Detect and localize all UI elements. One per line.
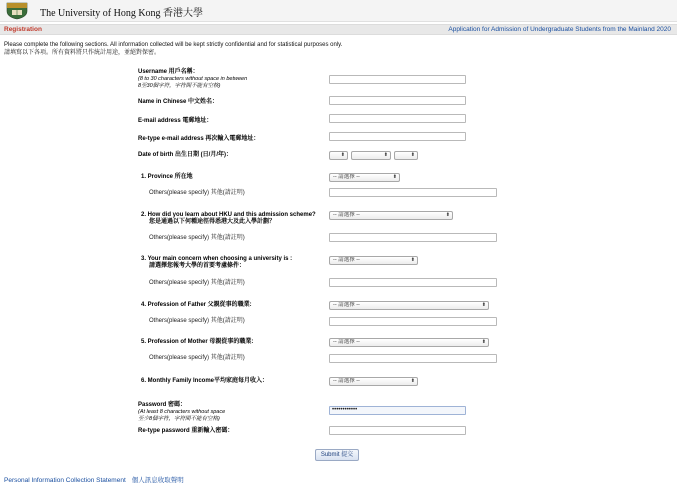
password-retype-label — [138, 428, 233, 435]
mother-profession-select-value: -- 請選擇 -- — [333, 339, 360, 345]
father-profession-select[interactable] — [329, 301, 489, 310]
main-concern-select[interactable] — [329, 256, 418, 265]
chinese-name-label-text: Name in Chinese 中文姓名： — [138, 99, 219, 105]
chevron-updown-icon: ⬍ — [410, 257, 415, 263]
chevron-updown-icon: ⬍ — [445, 212, 450, 218]
email-retype-input[interactable] — [329, 132, 466, 141]
username-hint-zh: 8至30個字符，字符間不能有空格) — [138, 83, 221, 89]
dob-year-select[interactable] — [394, 151, 418, 160]
q5-other-input[interactable] — [329, 354, 497, 363]
family-income-select[interactable] — [329, 377, 418, 386]
province-select-value: -- 請選擇 -- — [333, 174, 360, 180]
q6-label: 6. Monthly Family Income平均家庭每月收入： — [141, 378, 269, 384]
q5-other-label: Others(please specify) 其他(請註明) — [149, 355, 245, 361]
privacy-statement-link[interactable] — [4, 475, 184, 484]
dob-day-select[interactable] — [329, 151, 348, 160]
dob-month-select[interactable] — [351, 151, 391, 160]
chinese-name-label — [138, 99, 218, 106]
password-hint-zh: 至少8個字符，字符間不能有空格) — [138, 416, 220, 422]
chevron-updown-icon: ⬍ — [481, 302, 486, 308]
q3-label-zh: 請選擇您報考大學的首要考慮條件： — [149, 263, 246, 269]
intro-line-en: Please complete the following sections. All information collected will be kept strictly confidential and for statistical purposes only. — [4, 42, 343, 48]
chevron-updown-icon: ⬍ — [383, 152, 388, 158]
chevron-updown-icon: ⬍ — [340, 152, 345, 158]
q3-other-input[interactable] — [329, 278, 497, 287]
password-label-text: Password 密碼： — [138, 402, 187, 408]
chevron-updown-icon: ⬍ — [410, 152, 415, 158]
intro-line-zh: 請填寫以下各項。所有資料將只作統計用途，並絕對保密。 — [4, 49, 161, 56]
q4-label: 4. Profession of Father 父親從事的職業: — [141, 302, 252, 308]
q1-label: 1. Province 所在地 — [141, 174, 193, 180]
q1-other-label: Others(please specify) 其他(請註明) — [149, 190, 245, 196]
username-label — [138, 69, 247, 90]
registration-label: Registration — [4, 26, 42, 33]
submit-button[interactable]: Submit 提交 — [315, 449, 359, 461]
q1-other-input[interactable] — [329, 188, 497, 197]
q3-label-en: 3. Your main concern when choosing a university is : — [141, 256, 293, 262]
intro-text — [4, 42, 342, 57]
password-retype-input[interactable] — [329, 426, 466, 435]
privacy-statement-zh[interactable]: 個人訊息收取聲明 — [131, 477, 184, 484]
username-hint-en: (8 to 30 characters without space in between — [138, 76, 248, 82]
password-retype-label-text: Re-type password 重新輸入密碼： — [138, 428, 234, 434]
password-label — [138, 402, 225, 423]
chinese-name-input[interactable] — [329, 96, 466, 105]
chevron-updown-icon: ⬍ — [392, 174, 397, 180]
header — [0, 0, 677, 22]
q3-other-label: Others(please specify) 其他(請註明) — [149, 280, 245, 286]
password-value: •••••••••••• — [332, 407, 358, 413]
email-retype-label-text: Re-type e-mail address 再次輸入電郵地址： — [138, 136, 260, 142]
dob-label — [138, 152, 232, 159]
q2-label — [141, 212, 316, 226]
q2-other-label: Others(please specify) 其他(請註明) — [149, 235, 245, 241]
password-input[interactable] — [329, 406, 466, 415]
learn-about-select-value: -- 請選擇 -- — [333, 212, 360, 218]
q2-label-en: 2. How did you learn about HKU and this admission scheme? — [141, 212, 316, 218]
university-name: The University of Hong Kong 香港大學 — [40, 8, 204, 19]
chevron-updown-icon: ⬍ — [481, 339, 486, 345]
family-income-select-value: -- 請選擇 -- — [333, 378, 360, 384]
q4-other-label: Others(please specify) 其他(請註明) — [149, 318, 245, 324]
q2-other-input[interactable] — [329, 233, 497, 242]
email-label — [138, 118, 212, 125]
email-retype-label — [138, 136, 259, 143]
password-hint-en: (At least 8 characters without space — [138, 409, 226, 415]
section-bar — [0, 24, 677, 35]
father-profession-select-value: -- 請選擇 -- — [333, 302, 360, 308]
chevron-updown-icon: ⬍ — [410, 378, 415, 384]
hku-crest-icon — [4, 2, 30, 20]
q3-label — [141, 256, 292, 270]
privacy-statement-en[interactable]: Personal Information Collection Statement — [4, 477, 126, 484]
q4-other-input[interactable] — [329, 317, 497, 326]
learn-about-select[interactable] — [329, 211, 453, 220]
username-label-text: Username 用戶名稱： — [138, 69, 199, 75]
email-input[interactable] — [329, 114, 466, 123]
main-concern-select-value: -- 請選擇 -- — [333, 257, 360, 263]
application-title: Application for Admission of Undergraduate Students from the Mainland 2020 — [448, 26, 671, 33]
dob-label-text: Date of birth 出生日期 (日/月/年)： — [138, 152, 232, 158]
username-input[interactable] — [329, 75, 466, 84]
province-select[interactable] — [329, 173, 400, 182]
mother-profession-select[interactable] — [329, 338, 489, 347]
q2-label-zh: 您是通過以下何種途徑得悉港大及此入學計劃？ — [149, 219, 276, 225]
q5-label: 5. Profession of Mother 母親從事的職業: — [141, 339, 254, 345]
email-label-text: E-mail address 電郵地址： — [138, 118, 213, 124]
